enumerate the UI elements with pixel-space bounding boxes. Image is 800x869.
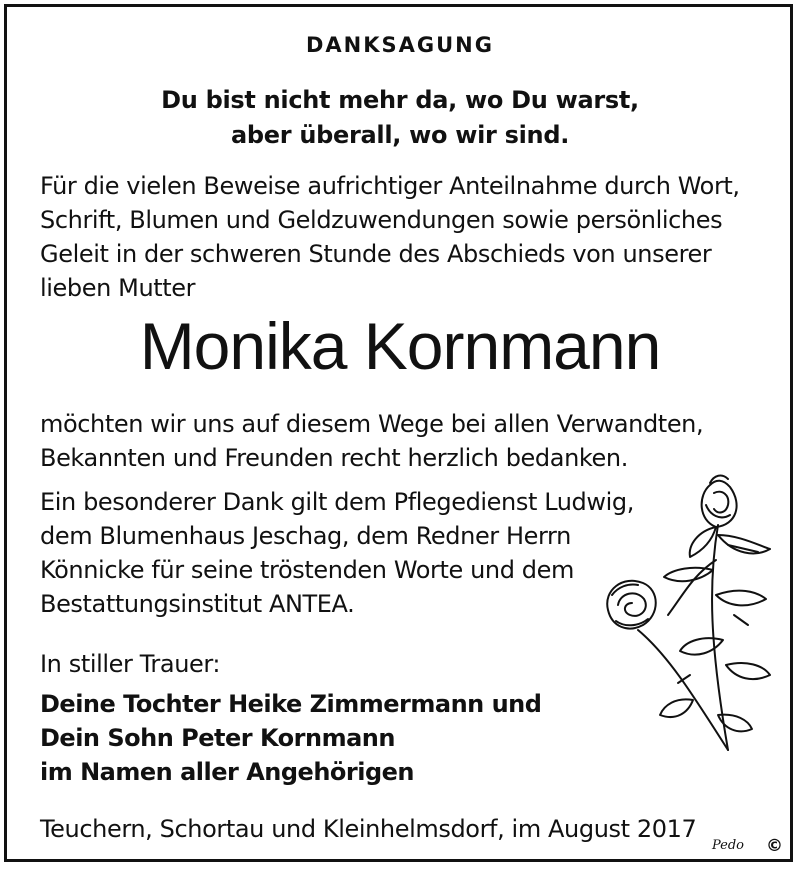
thanks-line-1: möchten wir uns auf diesem Wege bei allen Verwandten,: [40, 410, 704, 438]
special-line-3: Könnicke für seine tröstenden Worte und dem: [40, 556, 574, 584]
heading: DANKSAGUNG: [305, 33, 494, 57]
special-line-2: dem Blumenhaus Jeschag, dem Redner Herrn: [40, 522, 571, 550]
special-line-1: Ein besonderer Dank gilt dem Pflegedienst Ludwig,: [40, 488, 634, 516]
signatory-line-3: im Namen aller Angehörigen: [40, 758, 415, 786]
copyright-icon: ©: [766, 836, 783, 856]
signatory-line-2: Dein Sohn Peter Kornmann: [40, 724, 395, 752]
place-date: Teuchern, Schortau und Kleinhelmsdorf, im August 2017: [40, 815, 697, 843]
rose-illustration-icon: [598, 465, 783, 755]
thanks-line-2: Bekannten und Freunden recht herzlich bedanken.: [40, 444, 628, 472]
intro-line-1: Für die vielen Beweise aufrichtiger Anteilnahme durch Wort,: [40, 172, 740, 200]
quote-line-2: aber überall, wo wir sind.: [230, 121, 570, 149]
artist-credit: Pedo: [712, 838, 745, 853]
intro-line-2: Schrift, Blumen und Geldzuwendungen sowie persönliches: [40, 206, 723, 234]
intro-line-3: Geleit in der schweren Stunde des Abschieds von unserer: [40, 240, 712, 268]
signatory-line-1: Deine Tochter Heike Zimmermann und: [40, 690, 542, 718]
mourning-label: In stiller Trauer:: [40, 650, 221, 678]
quote-line-1: Du bist nicht mehr da, wo Du warst,: [161, 86, 639, 114]
intro-line-4: lieben Mutter: [40, 274, 196, 302]
special-line-4: Bestattungsinstitut ANTEA.: [40, 590, 355, 618]
deceased-name: Monika Kornmann: [139, 309, 661, 383]
